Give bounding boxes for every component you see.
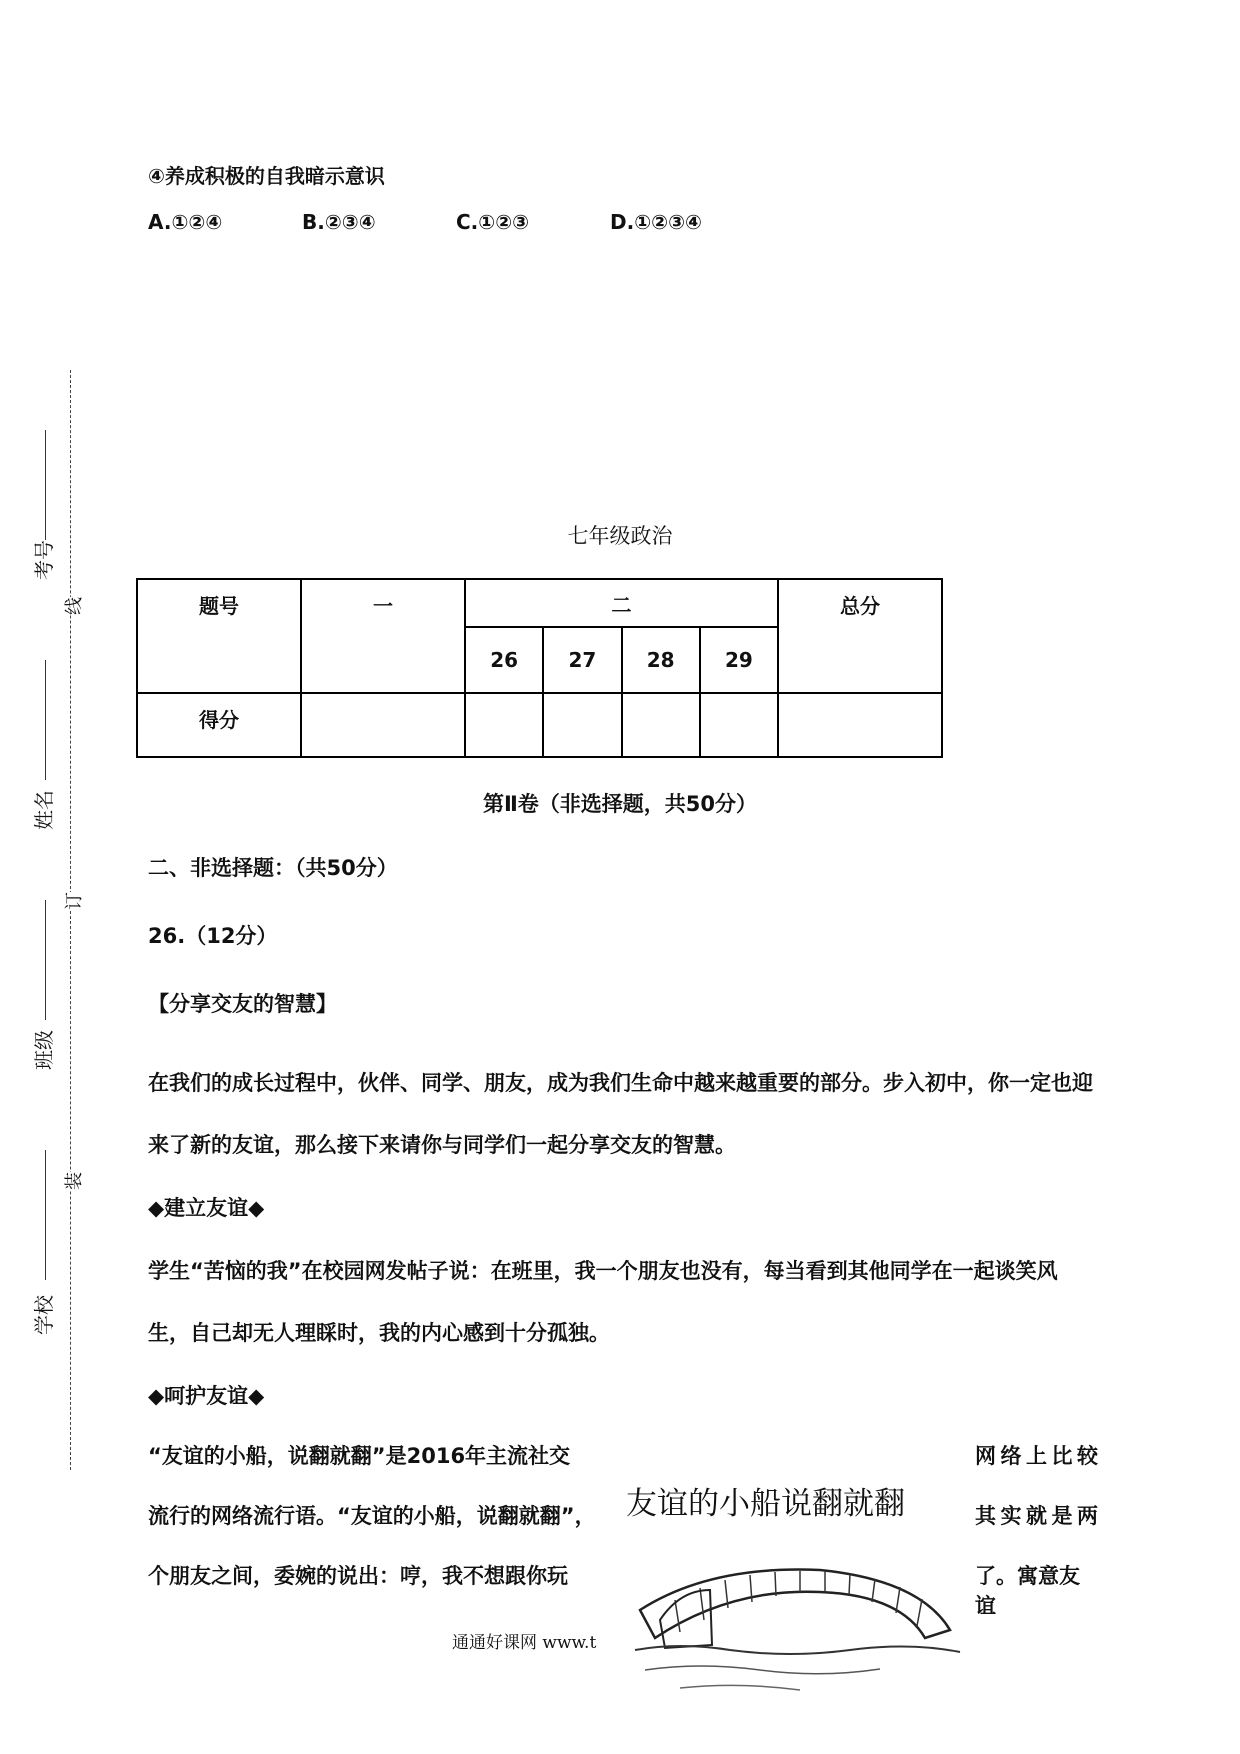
protect-text-right-3: 了。寓意友谊: [975, 1564, 1080, 1618]
friendship-boat-illustration: [620, 1470, 965, 1740]
capsized-boat-drawing: [620, 1470, 965, 1740]
subsection-build-text: 学生“苦恼的我”在校园网发帖子说：在班里，我一个朋友也没有，每当看到其他同学在一起谈笑风生，自己却无人理睬时，我的内心感到十分孤独。: [148, 1259, 1058, 1345]
score-table: [136, 578, 943, 758]
header-number: 题号: [137, 579, 301, 693]
class-label: 班级: [32, 1030, 56, 1070]
question-item-4: ④养成积极的自我暗示意识: [148, 164, 385, 188]
part-title: 二、非选择题：（共50分）: [148, 856, 398, 880]
table-caption: 七年级政治: [567, 524, 673, 548]
footer-site: 通通好课网 www.t: [452, 1633, 597, 1653]
volume-title: 第Ⅱ卷（非选择题，共50分）: [482, 792, 758, 816]
option-c: C.①②③: [456, 210, 530, 234]
protect-text-right-1: 网络上比较: [975, 1444, 1098, 1468]
header-total: 总分: [778, 579, 942, 693]
header-part2: 二: [465, 579, 778, 627]
theme-title: 【分享交友的智慧】: [148, 992, 337, 1016]
binding-mark-bind: 装: [60, 1172, 86, 1190]
score-cell-q28: [622, 693, 700, 757]
header-q26: 26: [465, 627, 543, 693]
header-part1: 一: [301, 579, 465, 693]
subsection-protect-title: ◆呵护友谊◆: [148, 1384, 265, 1408]
option-b: B.②③④: [302, 210, 376, 234]
school-label: 学校: [32, 1295, 56, 1335]
illustration-caption: 友谊的小船说翻就翻: [626, 1486, 905, 1522]
score-cell-part1: [301, 693, 465, 757]
protect-text-left-1: “友谊的小船，说翻就翻”是2016年主流社交: [148, 1444, 571, 1468]
protect-text-left-3: 个朋友之间，委婉的说出：哼，我不想跟你玩: [148, 1564, 568, 1588]
score-cell-total: [778, 693, 942, 757]
header-q27: 27: [543, 627, 621, 693]
score-cell-q26: [465, 693, 543, 757]
score-cell-q27: [543, 693, 621, 757]
subsection-build-title: ◆建立友谊◆: [148, 1196, 265, 1220]
question-26-heading: 26.（12分）: [148, 924, 278, 948]
binding-mark-staple: 订: [60, 892, 86, 910]
class-rule: [45, 900, 46, 1020]
header-score: 得分: [137, 693, 301, 757]
school-rule: [45, 1150, 46, 1280]
option-a: A.①②④: [148, 210, 223, 234]
protect-text-left-2: 流行的网络流行语。“友谊的小船，说翻就翻”，: [148, 1504, 596, 1528]
protect-text-right-2: 其实就是两: [975, 1504, 1098, 1528]
header-q29: 29: [700, 627, 778, 693]
binding-mark-line: 线: [60, 597, 86, 615]
header-q28: 28: [622, 627, 700, 693]
option-d: D.①②③④: [610, 210, 702, 234]
name-rule: [45, 660, 46, 780]
score-cell-q29: [700, 693, 778, 757]
exam-number-label: 考号: [32, 540, 56, 580]
intro-paragraph: 在我们的成长过程中，伙伴、同学、朋友，成为我们生命中越来越重要的部分。步入初中，你一定也迎来了新的友谊，那么接下来请你与同学们一起分享交友的智慧。: [148, 1071, 1093, 1157]
name-label: 姓名: [32, 790, 56, 830]
